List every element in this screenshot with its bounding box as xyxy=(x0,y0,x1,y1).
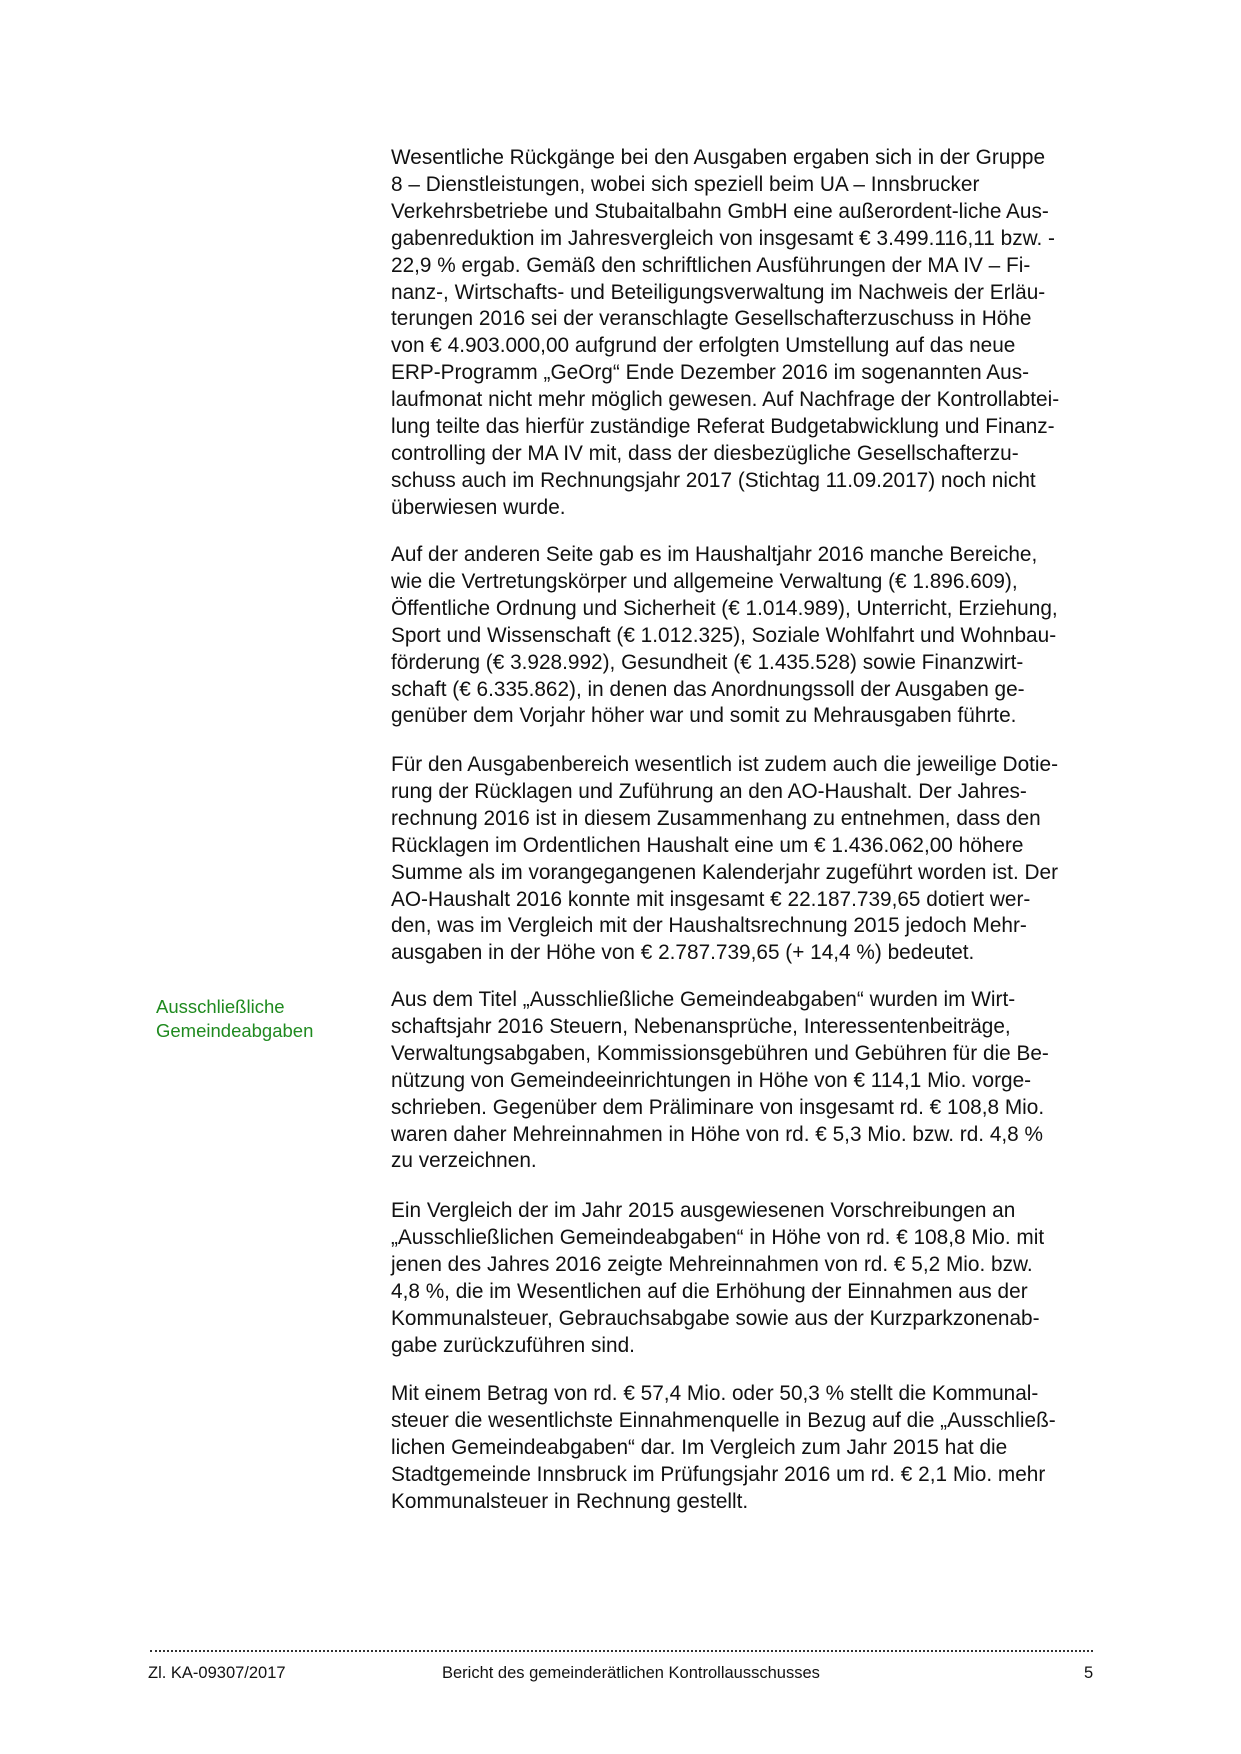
paragraph-gemeindeabgaben-titel: Aus dem Titel „Ausschließliche Gemeindeabgaben“ wurden im Wirt- schaftsjahr 2016 Steuern, Nebenansprüche, Interessentenbeiträge, Verwaltungsabgaben, Kommissionsgebühren und Gebühren für die Be- nützung von Gemeindeeinrichtungen in Höhe von € 114,1 Mio. vorge- schrieben. Gegenüber dem Präliminare von insgesamt rd. € 108,8 Mio. waren daher Mehreinnahmen in Höhe von rd. € 5,3 Mio. bzw. rd. 4,8 % zu verzeichnen. xyxy=(391,988,1049,1173)
margin-note-heading: Ausschließliche Gemeindeabgaben xyxy=(156,996,314,1041)
paragraph-ruecklagen-ao-haushalt: Für den Ausgabenbereich wesentlich ist zudem auch die jeweilige Dotie- rung der Rücklagen und Zuführung an den AO-Haushalt. Der Jahres- rechnung 2016 ist in diesem Zusammenhang zu entnehmen, dass den Rücklagen im Ordentlichen Haushalt eine um € 1.436.062,00 höhere Summe als im vorangegangenen Kalenderjahr zugeführt worden ist. Der AO-Haushalt 2016 konnte mit insgesamt € 22.187.739,65 dotiert wer- den, was im Vergleich mit der Haushaltsrechnung 2015 jedoch Mehr- ausgaben in der Höhe von € 2.787.739,65 (+ 14,4 %) bedeutet. xyxy=(391,753,1059,965)
paragraph-ausgaben-rueckgaenge: Wesentliche Rückgänge bei den Ausgaben ergaben sich in der Gruppe 8 – Dienstleistungen, wobei sich speziell beim UA – Innsbrucker Verkehrsbetriebe und Stubaitalbahn GmbH eine außerordent-liche Aus- gabenreduktion im Jahresvergleich von insgesamt € 3.499.116,11 bzw. - 22,9 % ergab. Gemäß den schriftlichen Ausführungen der MA IV – Fi- nanz-, Wirtschafts- und Beteiligungsverwaltung im Nachweis der Erläu- terungen 2016 sei der veranschlagte Gesellschafterzuschuss in Höhe von € 4.903.000,00 aufgrund der erfolgten Umstellung auf das neue ERP-Programm „GeOrg“ Ende Dezember 2016 im sogenannten Aus- laufmonat nicht mehr möglich gewesen. Auf Nachfrage der Kontrollabtei- lung teilte das hierfür zuständige Referat Budgetabwicklung und Finanz- controlling der MA IV mit, dass der diesbezügliche Gesellschafterzu- schuss auch im Rechnungsjahr 2017 (Stichtag 11.09.2017) noch nicht überwiesen wurde. xyxy=(391,146,1060,519)
footer-title: Bericht des gemeinderätlichen Kontrollausschusses xyxy=(442,1664,820,1682)
paragraph-kommunalsteuer: Mit einem Betrag von rd. € 57,4 Mio. oder 50,3 % stellt die Kommunal- steuer die wesentlichste Einnahmenquelle in Bezug auf die „Ausschließ- lichen Gemeindeabgaben“ dar. Im Vergleich zum Jahr 2015 hat die Stadtgemeinde Innsbruck im Prüfungsjahr 2016 um rd. € 2,1 Mio. mehr Kommunalsteuer in Rechnung gestellt. xyxy=(391,1382,1056,1513)
paragraph-vergleich-2015: Ein Vergleich der im Jahr 2015 ausgewiesenen Vorschreibungen an „Ausschließlichen Gemeindeabgaben“ in Höhe von rd. € 108,8 Mio. mit jenen des Jahres 2016 zeigte Mehreinnahmen von rd. € 5,2 Mio. bzw. 4,8 %, die im Wesentlichen auf die Erhöhung der Einnahmen aus der Kommunalsteuer, Gebrauchsabgabe sowie aus der Kurzparkzonenab- gabe zurückzuführen sind. xyxy=(391,1199,1045,1357)
footer-reference: Zl. KA-09307/2017 xyxy=(148,1664,286,1682)
paragraph-mehrausgaben-bereiche: Auf der anderen Seite gab es im Haushaltjahr 2016 manche Bereiche, wie die Vertretungskörper und allgemeine Verwaltung (€ 1.896.609), Öffentliche Ordnung und Sicherheit (€ 1.014.989), Unterricht, Erziehung, Sport und Wissenschaft (€ 1.012.325), Soziale Wohlfahrt und Wohnbau- förderung (€ 3.928.992), Gesundheit (€ 1.435.528) sowie Finanzwirt- schaft (€ 6.335.862), in denen das Anordnungssoll der Ausgaben ge- genüber dem Vorjahr höher war und somit zu Mehrausgaben führte. xyxy=(391,543,1058,728)
page-number: 5 xyxy=(1084,1664,1094,1682)
footer-dotted-rule xyxy=(150,1650,1093,1652)
